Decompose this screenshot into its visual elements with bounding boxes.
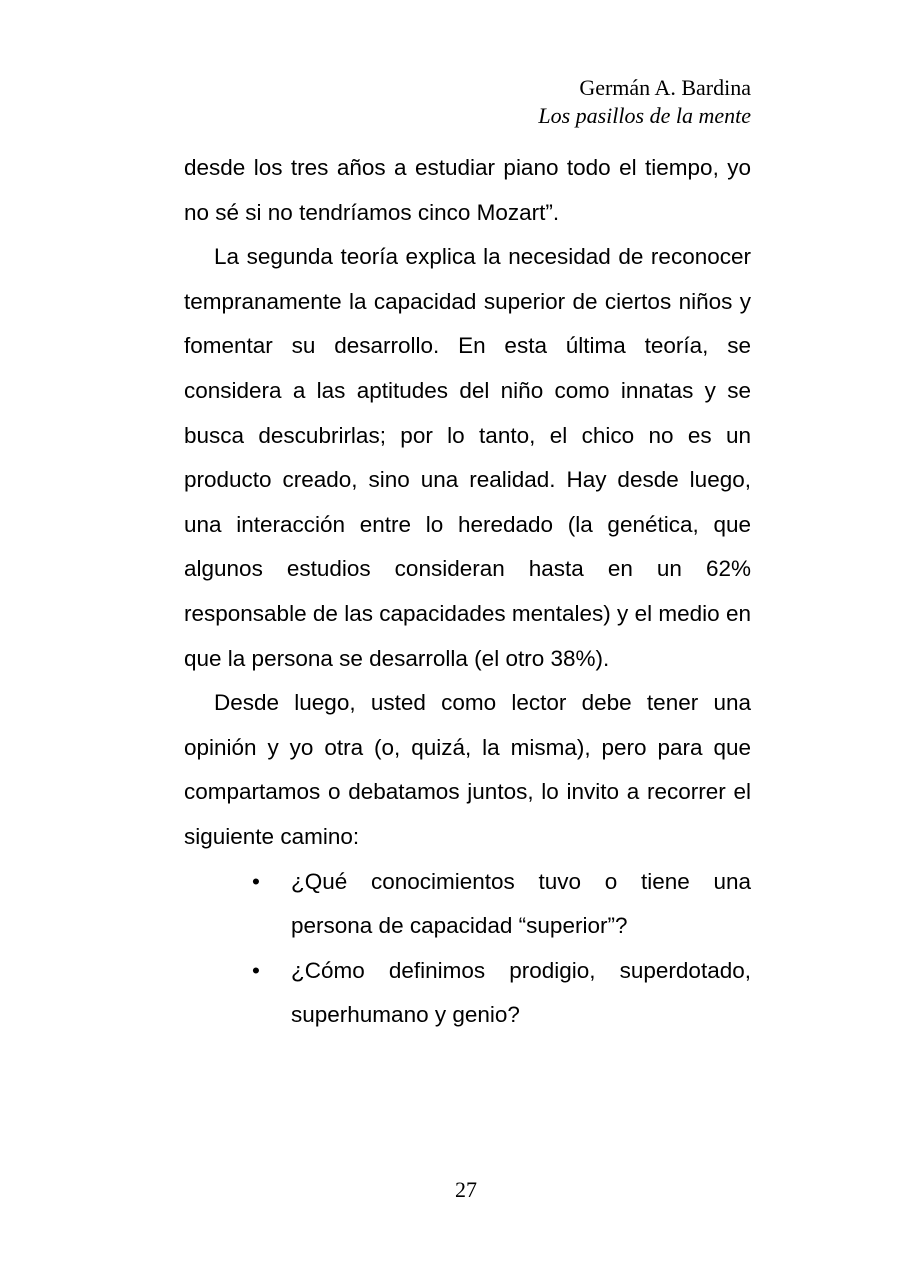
paragraph-second-theory: La segunda teoría explica la necesidad de reconocer tempranamente la capacidad superior de ciertos niños y fomentar su desarrollo. En esta última teoría, se considera a las aptitudes del niño como innatas y se busca descubrirlas; por lo tanto, el chico no es un producto creado, sino una realidad. Hay desde luego, una interacción entre lo heredado (la genética, que algunos estudios consideran hasta en un 62% responsable de las capacidades mentales) y el medio en que la persona se desarrolla (el otro 38%).: [184, 244, 751, 671]
header-author: Germán A. Bardina: [579, 75, 751, 100]
list-item: [184, 949, 751, 1038]
running-header: [538, 74, 751, 130]
bullet-icon: •: [252, 868, 260, 894]
paragraph-continuation: desde los tres años a estudiar piano todo el tiempo, yo no sé si no tendríamos cinco Mozart”.: [184, 155, 751, 225]
list-item: [184, 860, 751, 949]
bullet-icon: •: [252, 957, 260, 983]
page-number: 27: [455, 1177, 477, 1202]
header-book-title: Los pasillos de la mente: [538, 103, 751, 128]
list-item-text: ¿Cómo definimos prodigio, superdotado, superhumano y genio?: [291, 957, 751, 1028]
question-list: [184, 860, 751, 1038]
paragraph-reader-opinion: Desde luego, usted como lector debe tener una opinión y yo otra (o, quizá, la misma), pero para que compartamos o debatamos juntos, lo invito a recorrer el siguiente camino:: [184, 690, 751, 849]
body-text: [184, 146, 751, 1038]
list-item-text: ¿Qué conocimientos tuvo o tiene una persona de capacidad “superior”?: [291, 868, 751, 939]
